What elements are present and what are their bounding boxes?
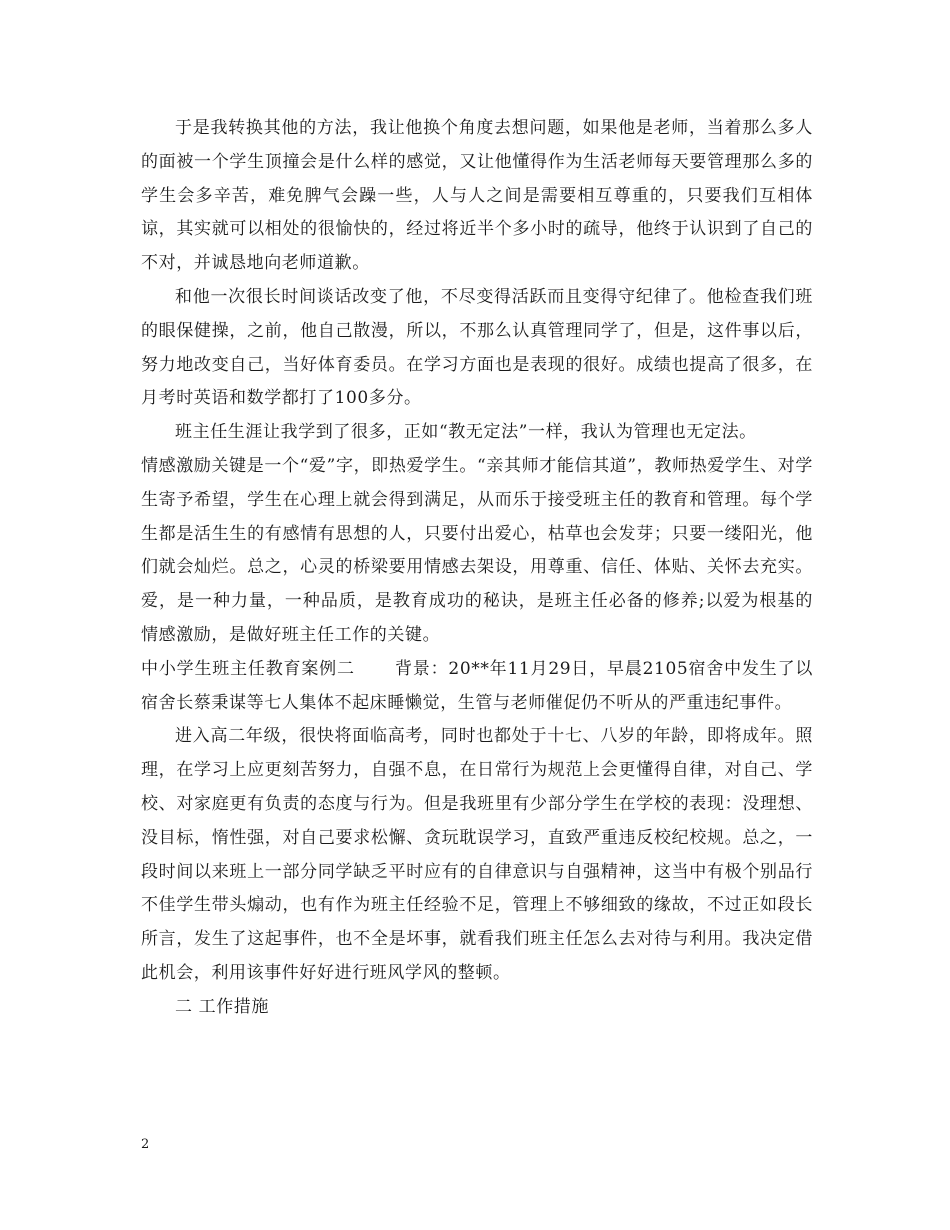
paragraph-change: 和他一次很长时间谈话改变了他，不尽变得活跃而且变得守纪律了。他检查我们班的眼保健操，之前，他自己散漫，所以，不那么认真管理同学了，但是，这件事以后，努力地改变自己，当好体育委员。在学习方面也是表现的很好。成绩也提高了很多，在月考时英语和数学都打了100多分。: [141, 286, 813, 409]
paragraph-method: 于是我转换其他的方法，我让他换个角度去想问题，如果他是老师，当着那么多人的面被一个学生顶撞会是什么样的感觉，又让他懂得作为生活老师每天要管理那么多的学生会多辛苦，难免脾气会躁一些，人与人之间是需要相互尊重的，只要我们互相体谅，其实就可以相处的很愉快的，经过将近半个多小时的疏导，他终于认识到了自己的不对，并诚恳地向老师道歉。: [141, 118, 813, 274]
paragraph-case-two: [141, 653, 813, 721]
case-background: 背景：20**年11月29日，早晨2105宿舍中发生了以宿舍长蔡秉谋等七人集体不起床睡懒觉，生管与老师催促仍不听从的严重违纪事件。: [141, 658, 813, 713]
paragraph-grade: 进入高二年级，很快将面临高考，同时也都处于十七、八岁的年龄，即将成年。照理，在学习上应更刻苦努力，自强不息，在日常行为规范上会更懂得自律，对自己、学校、对家庭更有负责的态度与行为。但是我班里有少部分学生在学校的表现：没理想、没目标，惰性强，对自己要求松懈、贪玩耽误学习，直致严重违反校纪校规。总之，一段时间以来班上一部分同学缺乏平时应有的自律意识与自强精神，这当中有极个别品行不佳学生带头煽动，也有作为班主任经验不足，管理上不够细致的缘故，不过正如段长所言，发生了这起事件，也不全是坏事，就看我们班主任怎么去对待与利用。我决定借此机会，利用该事件好好进行班风学风的整顿。: [141, 726, 813, 983]
paragraph-career: 班主任生涯让我学到了很多，正如“教无定法”一样，我认为管理也无定法。: [175, 422, 757, 443]
page-number: 2: [141, 1137, 150, 1152]
section-heading: 二 工作措施: [175, 996, 270, 1017]
case-title: 中小学生班主任教育案例二: [141, 658, 355, 679]
paragraph-emotion: 情感激励关键是一个“爱”字，即热爱学生。“亲其师才能信其道”，教师热爱学生、对学生寄予希望，学生在心理上就会得到满足，从而乐于接受班主任的教育和管理。每个学生都是活生生的有感情有思想的人，只要付出爱心，枯草也会发芽；只要一缕阳光，他们就会灿烂。总之，心灵的桥梁要用情感去架设，用尊重、信任、体贴、关怀去充实。爱，是一种力量，一种品质，是教育成功的秘诀，是班主任必备的修养;以爱为根基的情感激励，是做好班主任工作的关键。: [141, 455, 813, 645]
document-body: [141, 112, 813, 1025]
